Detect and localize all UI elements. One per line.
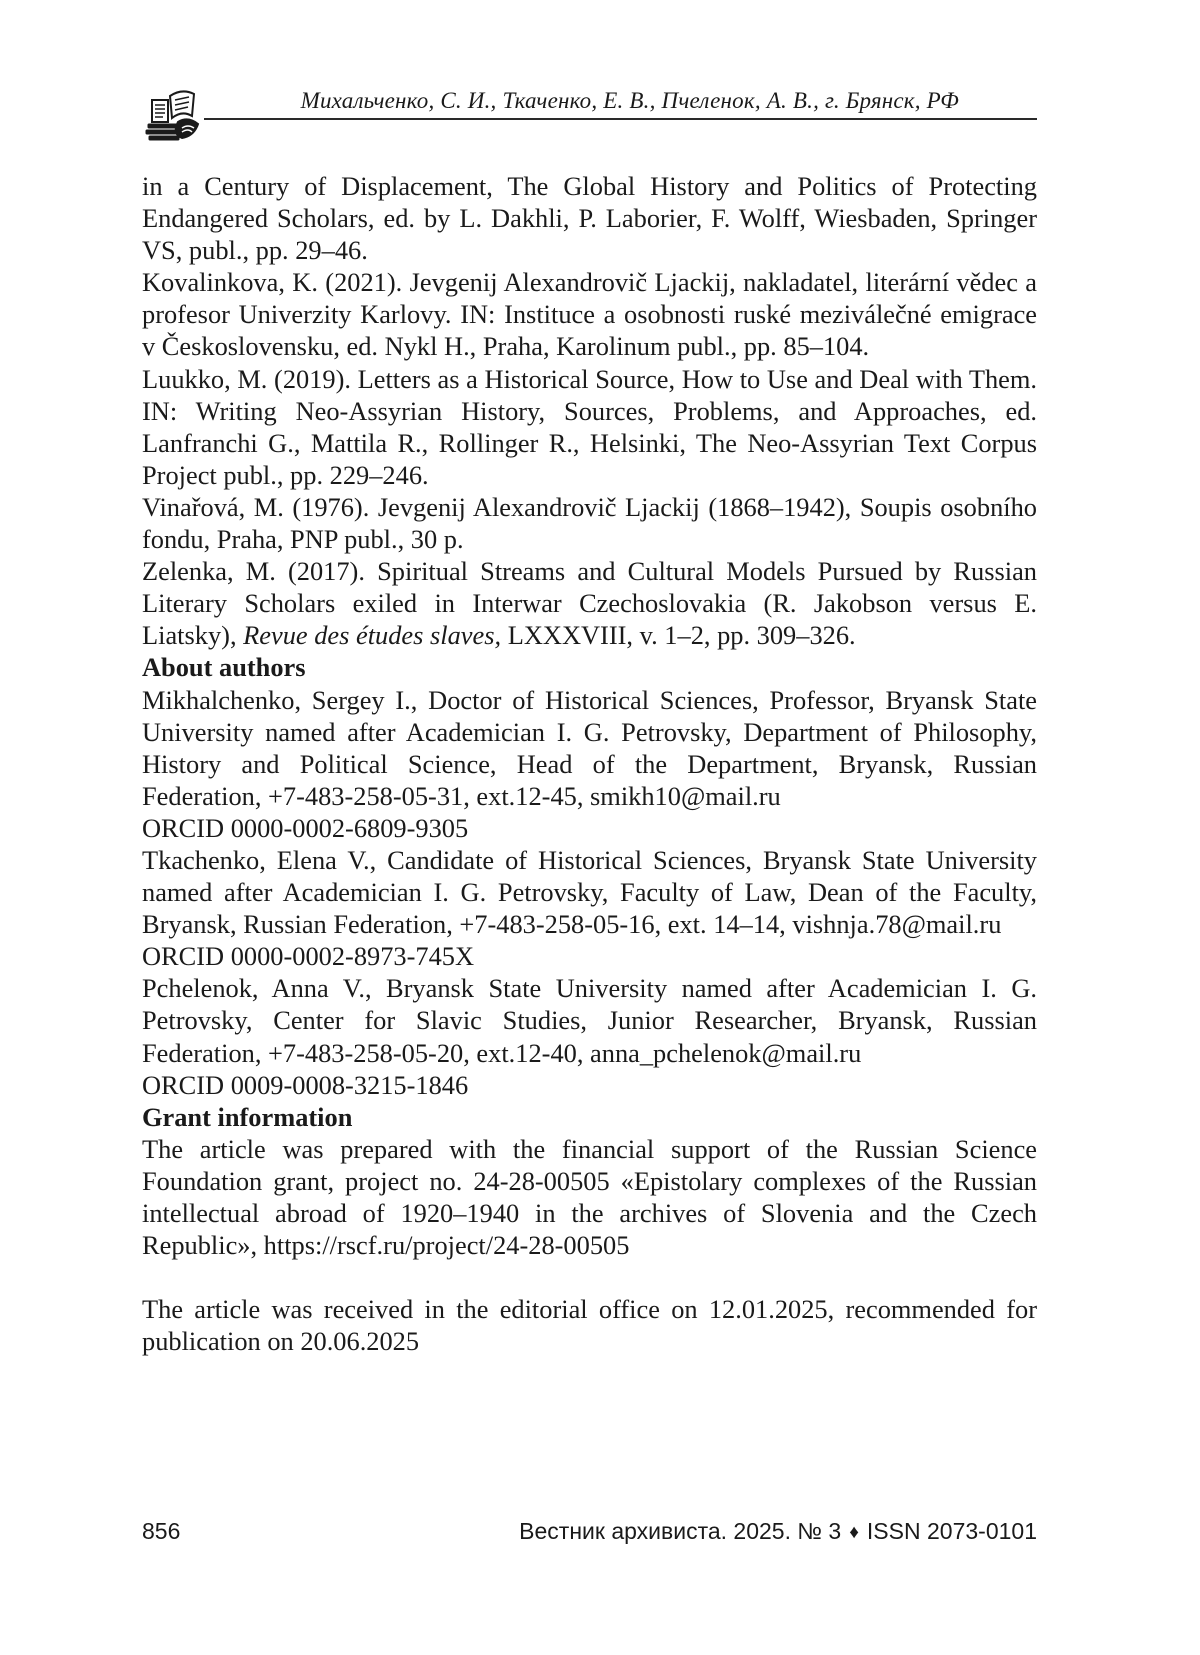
grant-text: The article was prepared with the financial support of the Russian Science Foundation grant, project no. 24-28-00505 «Epistolary complexes of the Russian intellectual abroad of 1920–1940 in the archives of Slovenia and the Czech Republic», https://rscf.ru/project/24-28-00505 <box>142 1133 1037 1261</box>
author-entry: Mikhalchenko, Sergey I., Doctor of Historical Sciences, Professor, Bryansk State University named after Academician I. G. Petrovsky, Department of Philosophy, History and Political Science, Head of the Department, Bryansk, Russian Federation, +7-483-258-05-31, ext.12-45, smikh10@mail.ru <box>142 684 1037 811</box>
page-number: 856 <box>142 1518 181 1544</box>
journal-logo-icon <box>142 86 204 142</box>
reference-item <box>142 555 1037 651</box>
grant-section <box>142 1101 1037 1261</box>
author-entry: Tkachenko, Elena V., Candidate of Historical Sciences, Bryansk State University named after Academician I. G. Petrovsky, Faculty of Law, Dean of the Faculty, Bryansk, Russian Federation, +7-483-258-05-16, ext. 14–14, vishnja.78@mail.ru <box>142 844 1037 940</box>
reference-item: Kovalinkova, K. (2021). Jevgenij Alexandrovič Ljackij, nakladatel, literární vědec a profesor Univerzity Karlovy. IN: Instituce a osobnosti ruské meziválečné emigrace v Československu, ed. Nykl H., Praha, Karolinum publ., pp. 85–104. <box>142 267 1037 362</box>
reference-journal-title: Revue des études slaves, <box>243 620 502 651</box>
page-header <box>142 84 1037 144</box>
diamond-separator-icon: ♦ <box>849 1522 859 1543</box>
grant-heading: Grant information <box>142 1101 353 1132</box>
author-orcid: ORCID 0000-0002-6809-9305 <box>142 812 469 843</box>
author-orcid: ORCID 0000-0002-8973-745X <box>142 941 475 972</box>
author-entry: Pchelenok, Anna V., Bryansk State University named after Academician I. G. Petrovsky, Center for Slavic Studies, Junior Researcher, Bryansk, Russian Federation, +7-483-258-05-20, ext.12-40, anna_pchelenok@mail.ru <box>142 973 1037 1068</box>
reference-text: Zelenka, M. (2017). Spiritual Streams and Cultural Models Pursued by Russian Literary Scholars exiled in Interwar Czechoslovakia (R. Jakobson versus E. Liatsky), <box>142 556 1037 651</box>
reference-item: Luukko, M. (2019). Letters as a Historical Source, How to Use and Deal with Them. IN: Writing Neo-Assyrian History, Sources, Problems, and Approaches, ed. Lanfranchi G., Mattila R., Rollinger R., Helsinki, The Neo-Assyrian Text Corpus Project publ., pp. 229–246. <box>142 363 1037 490</box>
journal-info <box>519 1518 1037 1545</box>
author-orcid: ORCID 0009-0008-3215-1846 <box>142 1069 469 1100</box>
about-authors-heading: About authors <box>142 652 306 683</box>
reference-item: in a Century of Displacement, The Global History and Politics of Protecting Endangered Scholars, ed. by L. Dakhli, P. Laborier, F. Wolff, Wiesbaden, Springer VS, publ., pp. 29–46. <box>142 171 1037 266</box>
reference-text: LXXXVIII, v. 1–2, pp. 309–326. <box>501 620 856 651</box>
references-list <box>142 170 1037 651</box>
page-footer <box>142 1518 1037 1550</box>
about-authors-section <box>142 651 1037 1100</box>
page-body <box>142 170 1037 1357</box>
journal-issn: ISSN 2073-0101 <box>866 1518 1037 1544</box>
header-rule <box>204 118 1037 120</box>
section-gap <box>142 1261 1037 1293</box>
journal-name: Вестник архивиста. 2025. № 3 <box>519 1518 842 1544</box>
reference-item: Vinařová, M. (1976). Jevgenij Alexandrovič Ljackij (1868–1942), Soupis osobního fondu, Praha, PNP publ., 30 p. <box>142 491 1037 555</box>
running-head: Михальченко, С. И., Ткаченко, Е. В., Пчеленок, А. В., г. Брянск, РФ <box>300 88 959 113</box>
received-note: The article was received in the editorial office on 12.01.2025, recommended for publication on 20.06.2025 <box>142 1294 1037 1357</box>
